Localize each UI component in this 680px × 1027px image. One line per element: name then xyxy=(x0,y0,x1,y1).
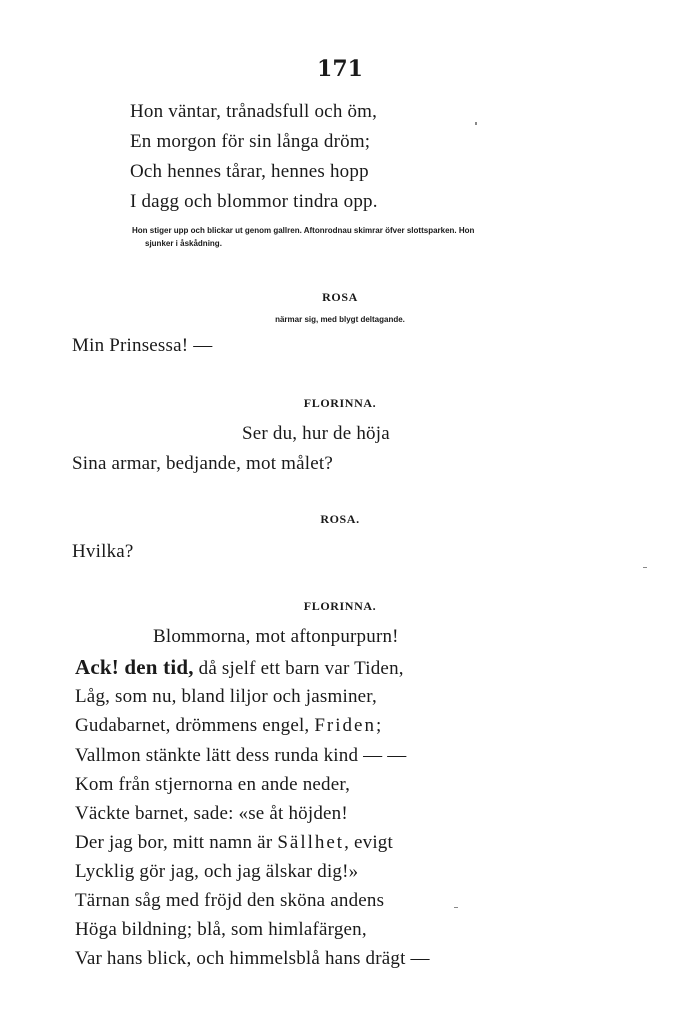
verse-line: En morgon för sin långa dröm; xyxy=(130,131,371,152)
verse-text: , evigt xyxy=(344,832,393,853)
speaker-direction: närmar sig, med blygt deltagande. xyxy=(275,315,405,324)
verse-line: I dagg och blommor tindra opp. xyxy=(130,191,378,212)
speaker-rosa: ROSA. xyxy=(320,512,360,526)
verse-text: Gudabarnet, drömmens engel, xyxy=(75,715,315,736)
verse-line xyxy=(75,714,381,738)
verse-line: Låg, som nu, bland liljor och jasminer, xyxy=(75,686,378,707)
verse-line xyxy=(75,655,404,681)
verse-line: Lycklig gör jag, och jag älskar dig!» xyxy=(75,861,359,882)
print-speck xyxy=(454,907,458,908)
verse-text: då sjelf ett barn var Tiden, xyxy=(193,658,404,679)
print-speck xyxy=(643,567,647,568)
verse-line: Ser du, hur de höja xyxy=(242,423,390,444)
verse-emphasis: Ack! den tid, xyxy=(75,655,194,679)
page-number: 171 xyxy=(317,56,363,82)
speaker-rosa: ROSA xyxy=(322,290,358,304)
verse-line: Min Prinsessa! — xyxy=(72,335,213,356)
verse-line: Och hennes tårar, hennes hopp xyxy=(130,161,369,182)
verse-line xyxy=(75,831,393,855)
print-speck xyxy=(475,122,477,125)
verse-emphasis: Friden xyxy=(314,715,376,736)
verse-line: Kom från stjernorna en ande neder, xyxy=(75,774,351,795)
verse-line: Vallmon stänkte lätt dess runda kind — — xyxy=(75,745,407,766)
verse-line: Var hans blick, och himmelsblå hans drägt — xyxy=(75,948,430,969)
stage-direction-line: Hon stiger upp och blickar ut genom gallren. Aftonrodnau skimrar öfver slottsparken. Hon xyxy=(132,226,475,235)
verse-line: Tärnan såg med fröjd den sköna andens xyxy=(75,890,385,911)
verse-line: Hon väntar, trånadsfull och öm, xyxy=(130,101,378,122)
verse-line: Väckte barnet, sade: «se åt höjden! xyxy=(75,803,348,824)
stage-direction-line: sjunker i åskådning. xyxy=(145,239,222,248)
verse-line: Höga bildning; blå, som himlafärgen, xyxy=(75,919,367,940)
verse-line: Blommorna, mot aftonpurpurn! xyxy=(153,626,399,647)
verse-emphasis: Sällhet xyxy=(277,832,345,853)
verse-text: Der jag bor, mitt namn är xyxy=(75,832,278,853)
verse-text: ; xyxy=(375,715,382,736)
speaker-florinna: FLORINNA. xyxy=(303,396,377,410)
verse-line: Sina armar, bedjande, mot målet? xyxy=(72,453,333,474)
speaker-florinna: FLORINNA. xyxy=(303,599,377,613)
verse-line: Hvilka? xyxy=(72,541,134,562)
